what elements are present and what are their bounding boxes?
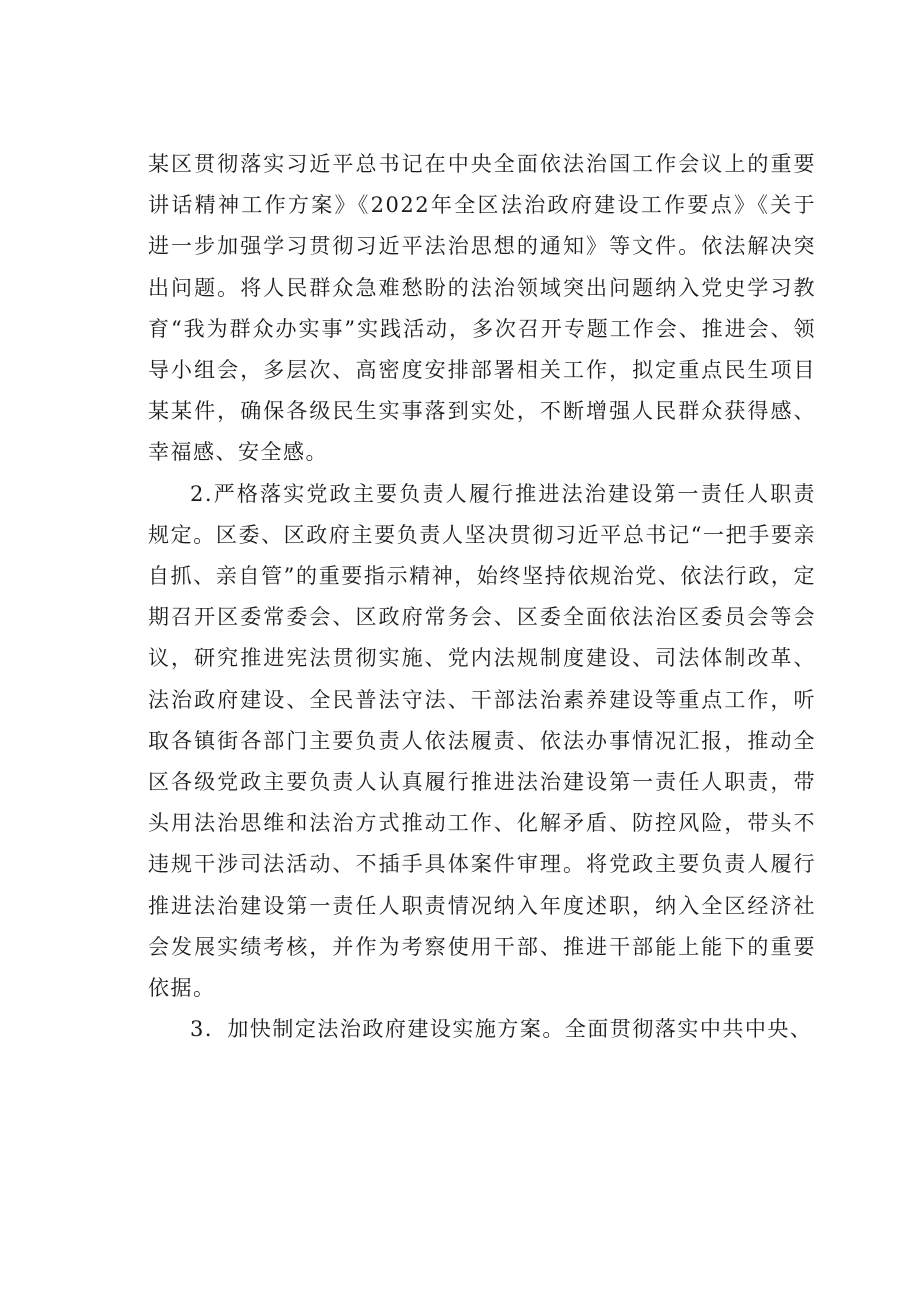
paragraph-item-3: 3．加快制定法治政府建设实施方案。全面贯彻落实中共中央、 — [190, 1017, 813, 1042]
paragraph-continued: 某区贯彻落实习近平总书记在中央全面依法治国工作会议上的重要讲话精神工作方案》《2022年全区法治政府建设工作要点》《关于进一步加强学习贯彻习近平法治思想的通知》等文件。依法解决突出问题。将人民群众急难愁盼的法治领域突出问题纳入党史学习教育“我为群众办实事”实践活动，多次召开专题工作会、推进会、领导小组会，多层次、高密度安排部署相关工作，拟定重点民生项目某某件，确保各级民生实事落到实处，不断增强人民群众获得感、幸福感、安全感。 — [148, 152, 816, 465]
document-body — [148, 144, 816, 1050]
paragraph-item-2: 2.严格落实党政主要负责人履行推进法治建设第一责任人职责规定。区委、区政府主要负责人坚决贯彻习近平总书记“一把手要亲自抓、亲自管”的重要指示精神，始终坚持依规治党、依法行政，定期召开区委常委会、区政府常务会、区委全面依法治区委员会等会议，研究推进宪法贯彻实施、党内法规制度建设、司法体制改革、法治政府建设、全民普法守法、干部法治素养建设等重点工作，听取各镇街各部门主要负责人依法履责、依法办事情况汇报，推动全区各级党政主要负责人认真履行推进法治建设第一责任人职责，带头用法治思维和法治方式推动工作、化解矛盾、防控风险，带头不违规干涉司法活动、不插手具体案件审理。将党政主要负责人履行推进法治建设第一责任人职责情况纳入年度述职，纳入全区经济社会发展实绩考核，并作为考察使用干部、推进干部能上能下的重要依据。 — [148, 481, 816, 1001]
